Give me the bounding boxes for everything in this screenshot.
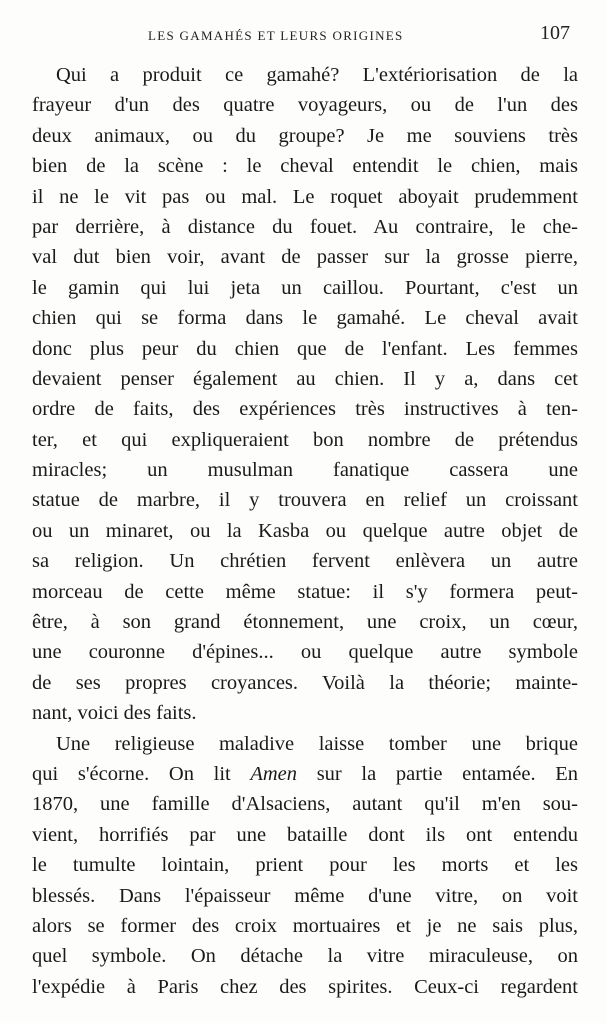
text-line-with-italic (32, 759, 578, 789)
text-line: chien qui se forma dans le gamahé. Le cheval avait (32, 307, 578, 330)
text-line: il ne le vit pas ou mal. Le roquet aboyait prudemment (32, 185, 578, 208)
text-line: blessés. Dans l'épaisseur même d'une vitre, on voit (32, 884, 578, 907)
text-line: bien de la scène : le cheval entendit le chien, mais (32, 155, 578, 178)
text-line: 1870, une famille d'Alsaciens, autant qu'il m'en sou- (32, 793, 578, 816)
page-body (32, 60, 578, 1002)
text-segment: sur la partie entamée. En (297, 762, 578, 785)
text-line: ou un minaret, ou la Kasba ou quelque autre objet de (32, 519, 578, 542)
text-line: quel symbole. On détache la vitre miraculeuse, on (32, 945, 578, 968)
text-line: deux animaux, ou du groupe? Je me souviens très (32, 124, 578, 147)
italic-word: Amen (250, 762, 298, 785)
text-line: être, à son grand étonnement, une croix, un cœur, (32, 611, 578, 634)
text-line: alors se former des croix mortuaires et je ne sais plus, (32, 914, 578, 937)
text-line: sa religion. Un chrétien fervent enlèvera un autre (32, 550, 578, 573)
text-line: miracles; un musulman fanatique cassera une (32, 459, 578, 482)
text-line: donc plus peur du chien que de l'enfant. Les femmes (32, 337, 578, 360)
text-line: val dut bien voir, avant de passer sur la grosse pierre, (32, 246, 578, 269)
text-line: frayeur d'un des quatre voyageurs, ou de l'un des (32, 94, 578, 117)
text-line: le tumulte lointain, prient pour les morts et les (32, 854, 578, 877)
running-head: LES GAMAHÉS ET LEURS ORIGINES (148, 28, 404, 43)
text-line: nant, voici des faits. (32, 702, 197, 725)
text-line: ordre de faits, des expériences très instructives à ten- (32, 398, 578, 421)
page-number: 107 (540, 22, 570, 44)
text-line: devaient penser également au chien. Il y a, dans cet (32, 367, 578, 390)
text-line: de ses propres croyances. Voilà la théorie; mainte- (32, 671, 578, 694)
text-line: par derrière, à distance du fouet. Au contraire, le che- (32, 215, 578, 238)
text-line: Qui a produit ce gamahé? L'extériorisation de la (56, 64, 578, 86)
text-line: morceau de cette même statue: il s'y formera peut- (32, 580, 578, 603)
text-line: statue de marbre, il y trouvera en relief un croissant (32, 489, 578, 512)
text-line: une couronne d'épines... ou quelque autre symbole (32, 641, 578, 664)
text-line: vient, horrifiés par une bataille dont ils ont entendu (32, 823, 578, 846)
text-line: l'expédie à Paris chez des spirites. Ceux-ci regardent (32, 975, 578, 998)
text-line: ter, et qui expliqueraient bon nombre de prétendus (32, 428, 578, 451)
text-line: le gamin qui lui jeta un caillou. Pourtant, c'est un (32, 276, 578, 299)
text-line: Une religieuse maladive laisse tomber une brique (56, 732, 578, 755)
text-segment: qui s'écorne. On lit (32, 762, 251, 785)
